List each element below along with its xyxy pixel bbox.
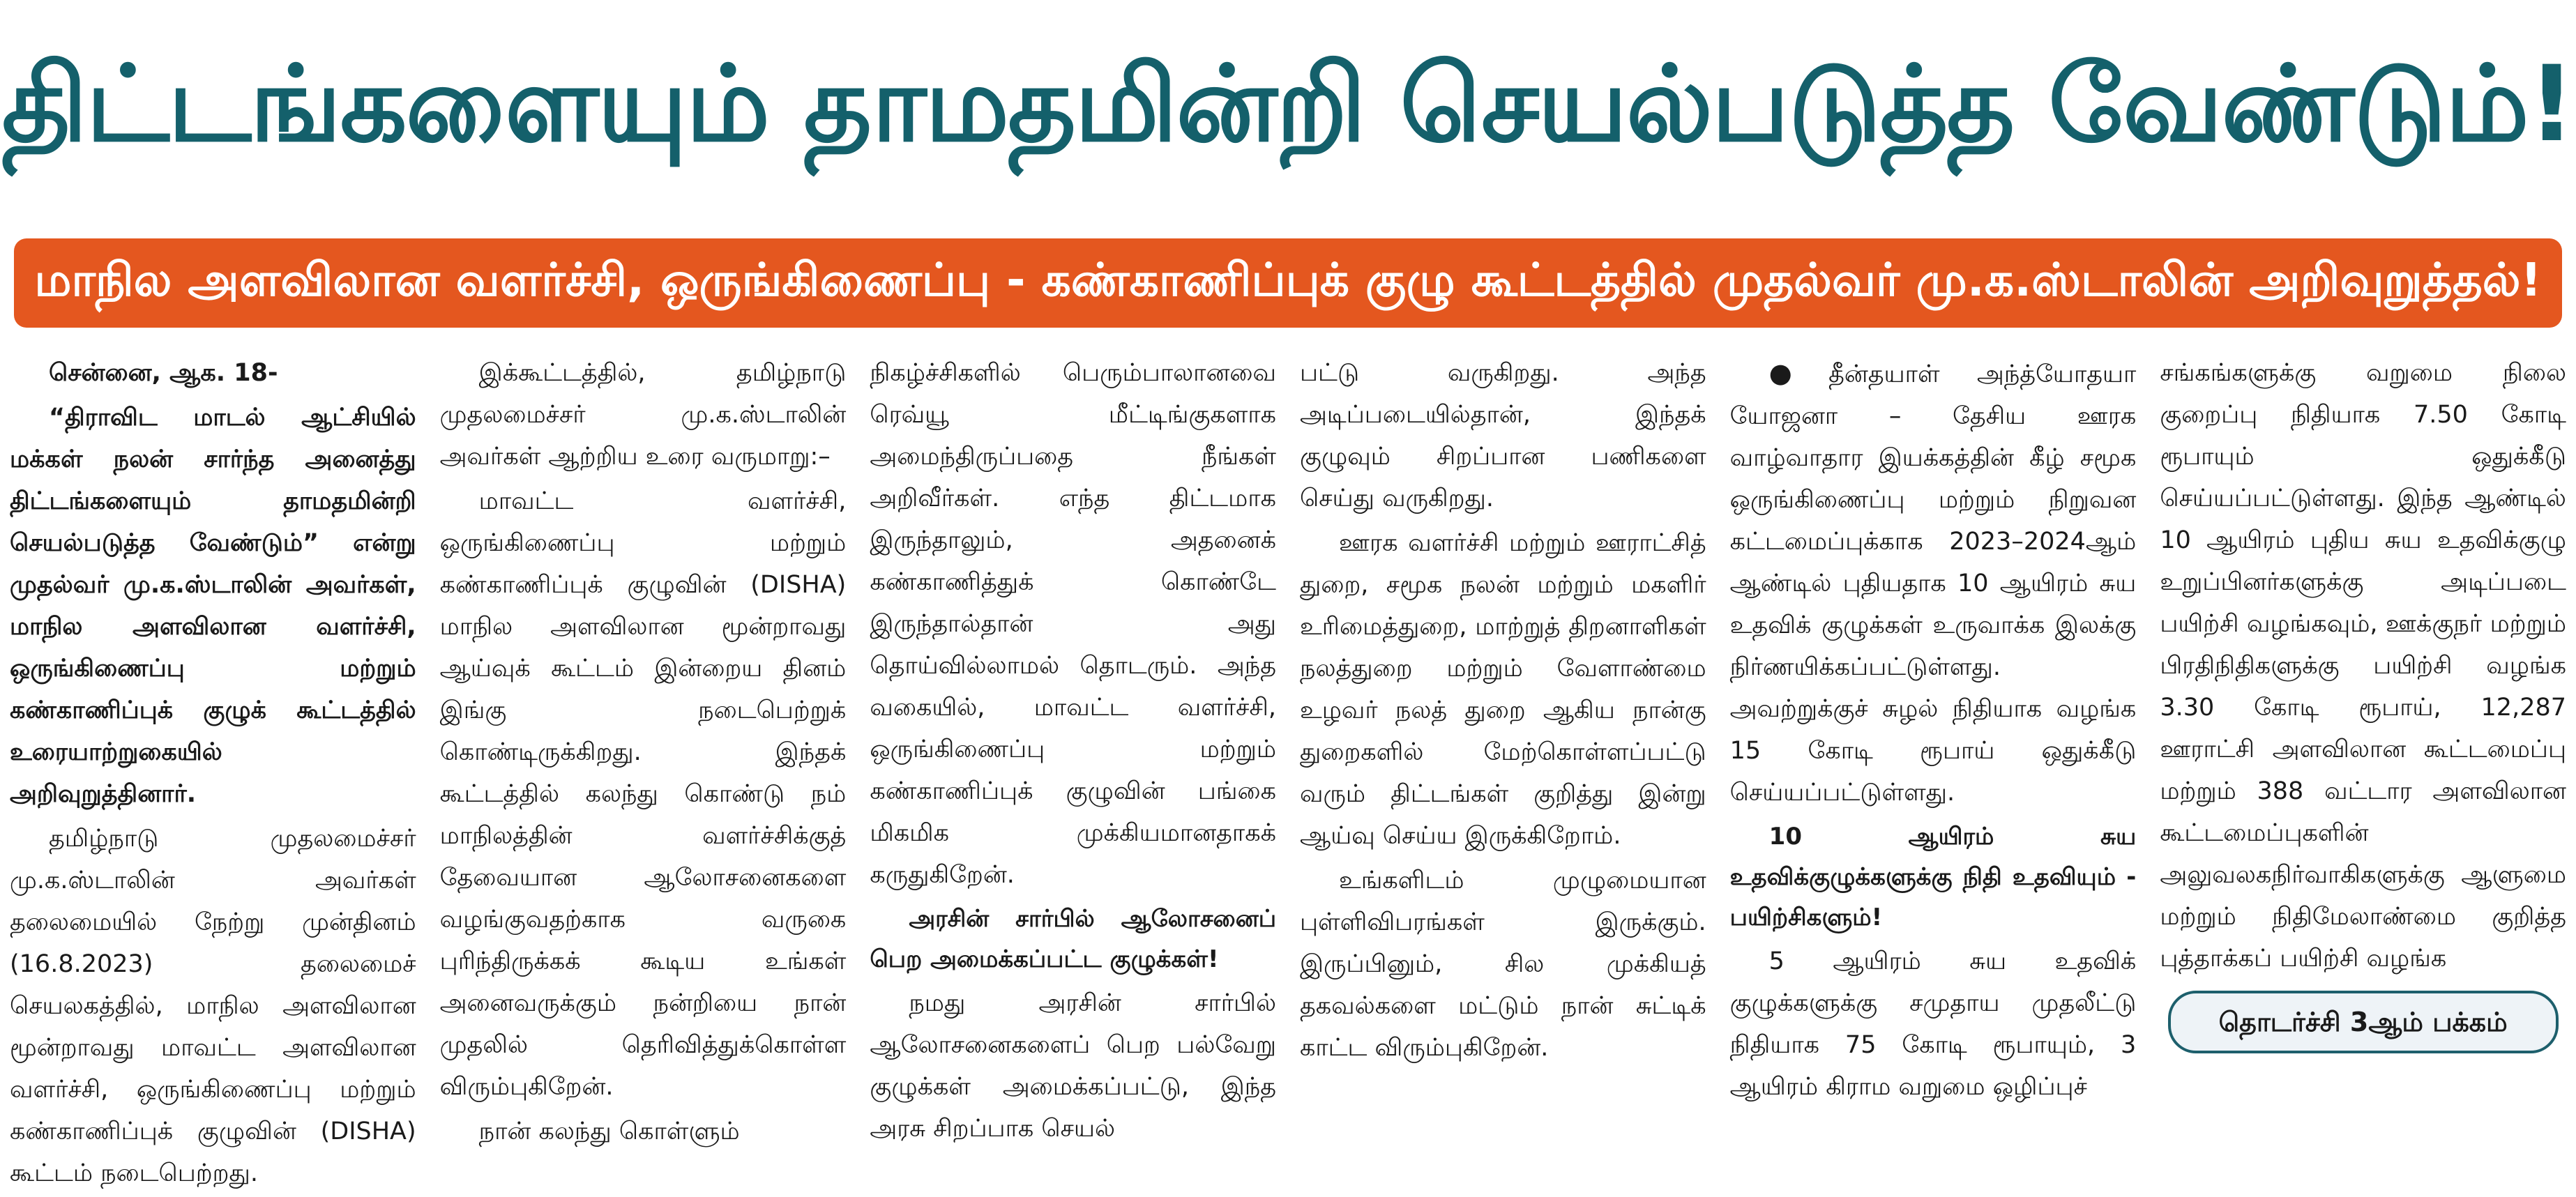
- column-1: [10, 352, 416, 1197]
- section-subhead: அரசின் சார்பில் ஆலோசனைப் பெற அமைக்கப்பட்ட குழுக்கள்!: [870, 905, 1276, 973]
- body-paragraph: நான் கலந்து கொள்ளும்: [478, 1118, 740, 1145]
- section-subhead: 10 ஆயிரம் சுய உதவிக்குழுக்களுக்கு நிதி உதவியும் - பயிற்சிகளும்!: [1729, 823, 2137, 931]
- subheadline: மாநில அளவிலான வளர்ச்சி, ஒருங்கிணைப்பு - கண்காணிப்புக் குழு கூட்டத்தில் முதல்வர் மு.க.ஸ்டாலின் அறிவுறுத்தல்!: [34, 253, 2542, 307]
- body-paragraph: பட்டு வருகிறது. அந்த அடிப்படையில்தான், இந்தக் குழுவும் சிறப்பான பணிகளை செய்து வருகிறது.: [1300, 359, 1706, 512]
- column-2: [440, 352, 847, 1197]
- bullet-paragraph: [1730, 352, 2137, 814]
- body-paragraph: மாவட்ட வளர்ச்சி, ஒருங்கிணைப்பு மற்றும் கண்காணிப்புக் குழுவின் (DISHA) மாநில அளவிலான மூன்றாவது ஆய்வுக் கூட்டம் இன்றைய தினம் இங்கு நடைபெற்றுக் கொண்டிருக்கிறது. இந்தக் கூட்டத்தில் கலந்து கொண்டு நம் மாநிலத்தின் வளர்ச்சிக்குத் தேவையான ஆலோசனைகளை வழங்குவதற்காக வருகை புரிந்திருக்கக் கூடிய உங்கள் அனைவருக்கும் நன்றியை நான் முதலில் தெரிவித்துக்கொள்ள விரும்புகிறேன்.: [439, 487, 847, 1101]
- body-paragraph: இக்கூட்டத்தில், தமிழ்நாடு முதலமைச்சர் மு.க.ஸ்டாலின் அவர்கள் ஆற்றிய உரை வருமாறு:–: [439, 359, 847, 471]
- article-columns: [10, 352, 2566, 1187]
- subheadline-band: [14, 238, 2562, 328]
- bullet-text: தீன்தயாள் அந்த்யோதயா யோஜனா – தேசிய ஊரக வாழ்வாதார இயக்கத்தின் கீழ் சமூக ஒருங்கிணைப்பு மற்றும் நிறுவன கட்டமைப்புக்காக 2023–2024ஆம் ஆண்டில் புதியதாக 10 ஆயிரம் சுய உதவிக் குழுக்கள் உருவாக்க இலக்கு நிர்ணயிக்கப்பட்டுள்ளது. அவற்றுக்குச் சுழல் நிதியாக வழங்க 15 கோடி ரூபாய் ஒதுக்கீடு செய்யப்பட்டுள்ளது.: [1729, 360, 2137, 807]
- column-5: [1730, 352, 2137, 1197]
- column-3: [870, 352, 1276, 1197]
- column-6: [2160, 352, 2566, 1197]
- body-paragraph: சங்கங்களுக்கு வறுமை நிலை குறைப்பு நிதியாக 7.50 கோடி ரூபாயும் ஒதுக்கீடு செய்யப்பட்டுள்ளது. இந்த ஆண்டில் 10 ஆயிரம் புதிய சுய உதவிக்குழு உறுப்பினர்களுக்கு அடிப்படை பயிற்சி வழங்கவும், ஊக்குநர் மற்றும் பிரதிநிதிகளுக்கு பயிற்சி வழங்க 3.30 கோடி ரூபாய், 12,287 ஊராட்சி அளவிலான கூட்டமைப்பு மற்றும் 388 வட்டார அளவிலான கூட்டமைப்புகளின் அலுவலகநிர்வாகிகளுக்கு ஆளுமை மற்றும் நிதிமேலாண்மை குறித்த புத்தாக்கப் பயிற்சி வழங்க: [2160, 359, 2566, 973]
- bullet-icon: ●: [1768, 358, 1822, 388]
- body-paragraph: 5 ஆயிரம் சுய உதவிக் குழுக்களுக்கு சமுதாய முதலீட்டு நிதியாக 75 கோடி ரூபாயும், 3 ஆயிரம் கிராம வறுமை ஒழிப்புச்: [1729, 947, 2137, 1101]
- lede-paragraph: “திராவிட மாடல் ஆட்சியில் மக்கள் நலன் சார்ந்த அனைத்து திட்டங்களையும் தாமதமின்றி செயல்படுத்த வேண்டும்” என்று முதல்வர் மு.க.ஸ்டாலின் அவர்கள், மாநில அளவிலான வளர்ச்சி, ஒருங்கிணைப்பு மற்றும் கண்காணிப்புக் குழுக் கூட்டத்தில் உரையாற்றுகையில் அறிவுறுத்தினார்.: [10, 404, 416, 808]
- headline: திட்டங்களையும் தாமதமின்றி செயல்படுத்த வேண்டும்!: [1, 44, 2575, 165]
- body-paragraph: ஊரக வளர்ச்சி மற்றும் ஊராட்சித் துறை, சமூக நலன் மற்றும் மகளிர் உரிமைத்துறை, மாற்றுத் திறனாளிகள் நலத்துறை மற்றும் வேளாண்மை உழவர் நலத் துறை ஆகிய நான்கு துறைகளில் மேற்கொள்ளப்பட்டு வரும் திட்டங்கள் குறித்து இன்று ஆய்வு செய்ய இருக்கிறோம்.: [1300, 529, 1706, 850]
- column-4: [1300, 352, 1706, 1197]
- body-paragraph: நிகழ்ச்சிகளில் பெரும்பாலானவை ரெவ்யூ மீட்டிங்குகளாக அமைந்திருப்பதை நீங்கள் அறிவீர்கள். எந்த திட்டமாக இருந்தாலும், அதனைக் கண்காணித்துக் கொண்டே இருந்தால்தான் அது தொய்வில்லாமல் தொடரும். அந்த வகையில், மாவட்ட வளர்ச்சி, ஒருங்கிணைப்பு மற்றும் கண்காணிப்புக் குழுவின் பங்கை மிகமிக முக்கியமானதாகக் கருதுகிறேன்.: [870, 359, 1276, 889]
- dateline: சென்னை, ஆக. 18-: [49, 359, 278, 387]
- continued-on-page-box: தொடர்ச்சி 3ஆம் பக்கம்: [2168, 991, 2559, 1053]
- body-paragraph: நமது அரசின் சார்பில் ஆலோசனைகளைப் பெற பல்வேறு குழுக்கள் அமைக்கப்பட்டு, இந்த அரசு சிறப்பாக செயல்: [870, 989, 1276, 1143]
- body-paragraph: தமிழ்நாடு முதலமைச்சர் மு.க.ஸ்டாலின் அவர்கள் தலைமையில் நேற்று முன்தினம் (16.8.2023) தலைமைச் செயலகத்தில், மாநில அளவிலான மூன்றாவது மாவட்ட அளவிலான வளர்ச்சி, ஒருங்கிணைப்பு மற்றும் கண்காணிப்புக் குழுவின் (DISHA) கூட்டம் நடைபெற்றது.: [10, 825, 416, 1187]
- body-paragraph: உங்களிடம் முழுமையான புள்ளிவிபரங்கள் இருக்கும். இருப்பினும், சில முக்கியத் தகவல்களை மட்டும் நான் சுட்டிக் காட்ட விரும்புகிறேன்.: [1300, 867, 1706, 1062]
